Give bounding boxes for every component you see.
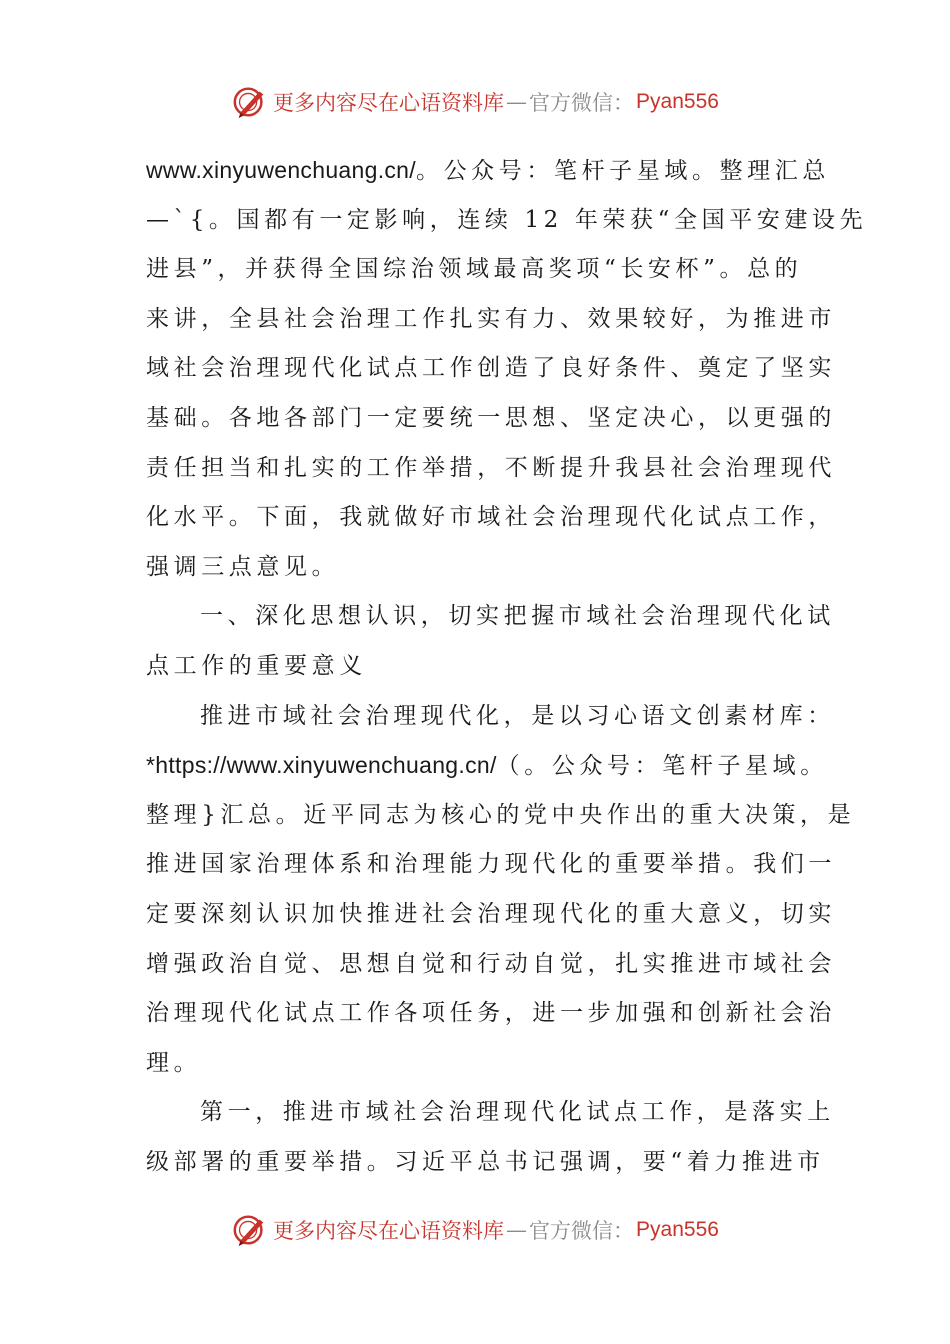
footer-wechat-label: 官方微信：	[529, 1219, 635, 1243]
footer-dash: —	[506, 1218, 528, 1242]
header-wechat-label: 官方微信：	[529, 91, 635, 115]
text-line: 推进市域社会治理现代化，是以习心语文创素材库：	[200, 702, 835, 729]
footer-brand-text: 更多内容尽在心语资料库	[273, 1219, 505, 1243]
text-line: 推进国家治理体系和治理能力现代化的重要举措。我们一	[146, 851, 836, 878]
header-wechat-id: Pyan556	[636, 90, 719, 113]
text-line: 化水平。下面，我就做好市域社会治理现代化试点工作，	[146, 504, 836, 531]
header-dash: —	[506, 90, 528, 114]
text-line: *https://www.xinyuwenchuang.cn/（。公众号：笔杆子星域。	[146, 752, 828, 780]
pen-logo-icon	[231, 83, 269, 121]
text-line: 增强政治自觉、思想自觉和行动自觉，扎实推进市域社会	[146, 950, 836, 977]
section-heading: 一、深化思想认识，切实把握市域社会治理现代化试	[200, 603, 835, 630]
text-line: 定要深刻认识加快推进社会治理现代化的重大意义，切实	[146, 900, 836, 927]
text-line: 责任担当和扎实的工作举措，不断提升我县社会治理现代	[146, 454, 836, 481]
document-body	[146, 146, 868, 1187]
footer-wechat-id: Pyan556	[636, 1218, 719, 1241]
text-line: 级部署的重要举措。习近平总书记强调，要“着力推进市	[146, 1148, 825, 1175]
footer-banner	[0, 1208, 950, 1252]
pen-logo-icon	[231, 1211, 269, 1249]
header-banner	[0, 80, 950, 124]
text-line: www.xinyuwenchuang.cn/。公众号：笔杆子星域。整理汇总	[146, 157, 830, 184]
text-line: 治理现代化试点工作各项任务，进一步加强和创新社会治	[146, 1000, 836, 1027]
text-line: —`{。国都有一定影响，连续 12 年荣获“全国平安建设先	[146, 206, 868, 233]
text-line: 整理}汇总。近平同志为核心的党中央作出的重大决策，是	[146, 801, 856, 828]
header-brand-text: 更多内容尽在心语资料库	[273, 91, 505, 115]
section-heading-cont: 点工作的重要意义	[146, 652, 367, 679]
text-line: 强调三点意见。	[146, 553, 340, 580]
text-line: 基础。各地各部门一定要统一思想、坚定决心，以更强的	[146, 404, 836, 431]
text-line: 第一，推进市域社会治理现代化试点工作，是落实上	[200, 1099, 835, 1126]
text-line: 进县”，并获得全国综治领域最高奖项“长安杯”。总的	[146, 256, 803, 283]
text-line: 理。	[146, 1049, 202, 1076]
text-line: 域社会治理现代化试点工作创造了良好条件、奠定了坚实	[146, 355, 836, 382]
text-line: 来讲，全县社会治理工作扎实有力、效果较好，为推进市	[146, 305, 836, 332]
